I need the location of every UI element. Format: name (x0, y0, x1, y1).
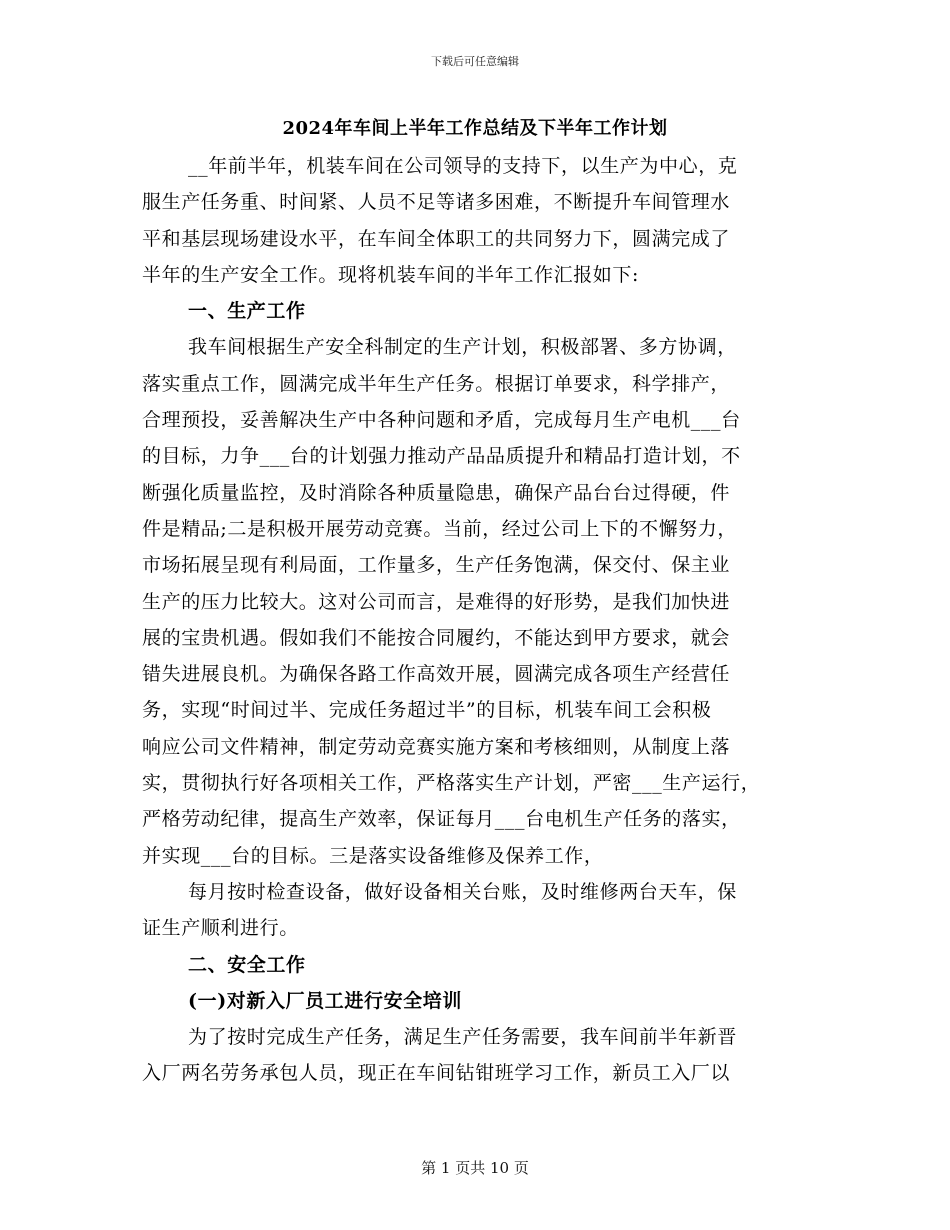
header-note: 下载后可任意编辑 (431, 55, 519, 68)
text-line: 错失进展良机。为确保各路工作高效开展，圆满完成各项生产经营任 (142, 663, 731, 686)
text-line: 断强化质量监控，及时消除各种质量隐患，确保产品台台过得硬，件 (142, 481, 731, 504)
text-line: 半年的生产安全工作。现将机装车间的半年工作汇报如下: (142, 263, 640, 286)
document-body (142, 148, 822, 1092)
text-line: 实，贯彻执行好各项相关工作，严格落实生产计划，严密___生产运行， (142, 772, 761, 795)
text-line: 务，实现“时间过半、完成任务超过半”的目标，机装车间工会积极 (142, 699, 712, 722)
text-line: 的目标，力争___台的计划强力推动产品品质提升和精品打造计划，不 (142, 445, 741, 468)
text-line: 并实现___台的目标。三是落实设备维修及保养工作， (142, 844, 604, 867)
text-line: 件是精品;二是积极开展劳动竞赛。当前，经过公司上下的不懈努力， (142, 517, 738, 540)
text-line: 平和基层现场建设水平，在车间全体职工的共同努力下，圆满完成了 (142, 227, 731, 250)
section-heading: 一、生产工作 (188, 300, 306, 323)
text-line: __年前半年，机装车间在公司领导的支持下，以生产为中心，克 (188, 155, 738, 177)
text-line: 严格劳动纪律，提高生产效率，保证每月___台电机生产任务的落实， (142, 808, 741, 831)
text-line: 生产的压力比较大。这对公司而言，是难得的好形势，是我们加快进 (142, 590, 731, 613)
section-heading: 二、安全工作 (188, 953, 306, 976)
text-line: 市场拓展呈现有利局面，工作量多，生产任务饱满，保交付、保主业 (142, 554, 731, 577)
text-line: 证生产顺利进行。 (142, 917, 299, 940)
text-line: 为了按时完成生产任务，满足生产任务需要，我车间前半年新晋 (188, 1026, 737, 1049)
text-line: 落实重点工作，圆满完成半年生产任务。根据订单要求，科学排产， (142, 372, 731, 395)
text-line: 展的宝贵机遇。假如我们不能按合同履约，不能达到甲方要求，就会 (142, 626, 731, 649)
text-line: 我车间根据生产安全科制定的生产计划，积极部署、多方协调， (188, 336, 737, 359)
text-line: 合理预投，妥善解决生产中各种问题和矛盾，完成每月生产电机___台 (142, 409, 741, 432)
section-heading: (一)对新入厂员工进行安全培训 (188, 989, 462, 1012)
page-footer: 第 1 页共 10 页 (421, 1159, 529, 1177)
text-line: 入厂两名劳务承包人员，现正在车间钻钳班学习工作，新员工入厂以 (142, 1062, 731, 1085)
document-title: 2024年车间上半年工作总结及下半年工作计划 (282, 118, 668, 139)
text-line: 服生产任务重、时间紧、人员不足等诸多困难，不断提升车间管理水 (142, 191, 731, 214)
text-line: 响应公司文件精神，制定劳动竞赛实施方案和考核细则，从制度上落 (142, 735, 731, 758)
text-line: 每月按时检查设备，做好设备相关台账，及时维修两台天车，保 (188, 880, 737, 903)
